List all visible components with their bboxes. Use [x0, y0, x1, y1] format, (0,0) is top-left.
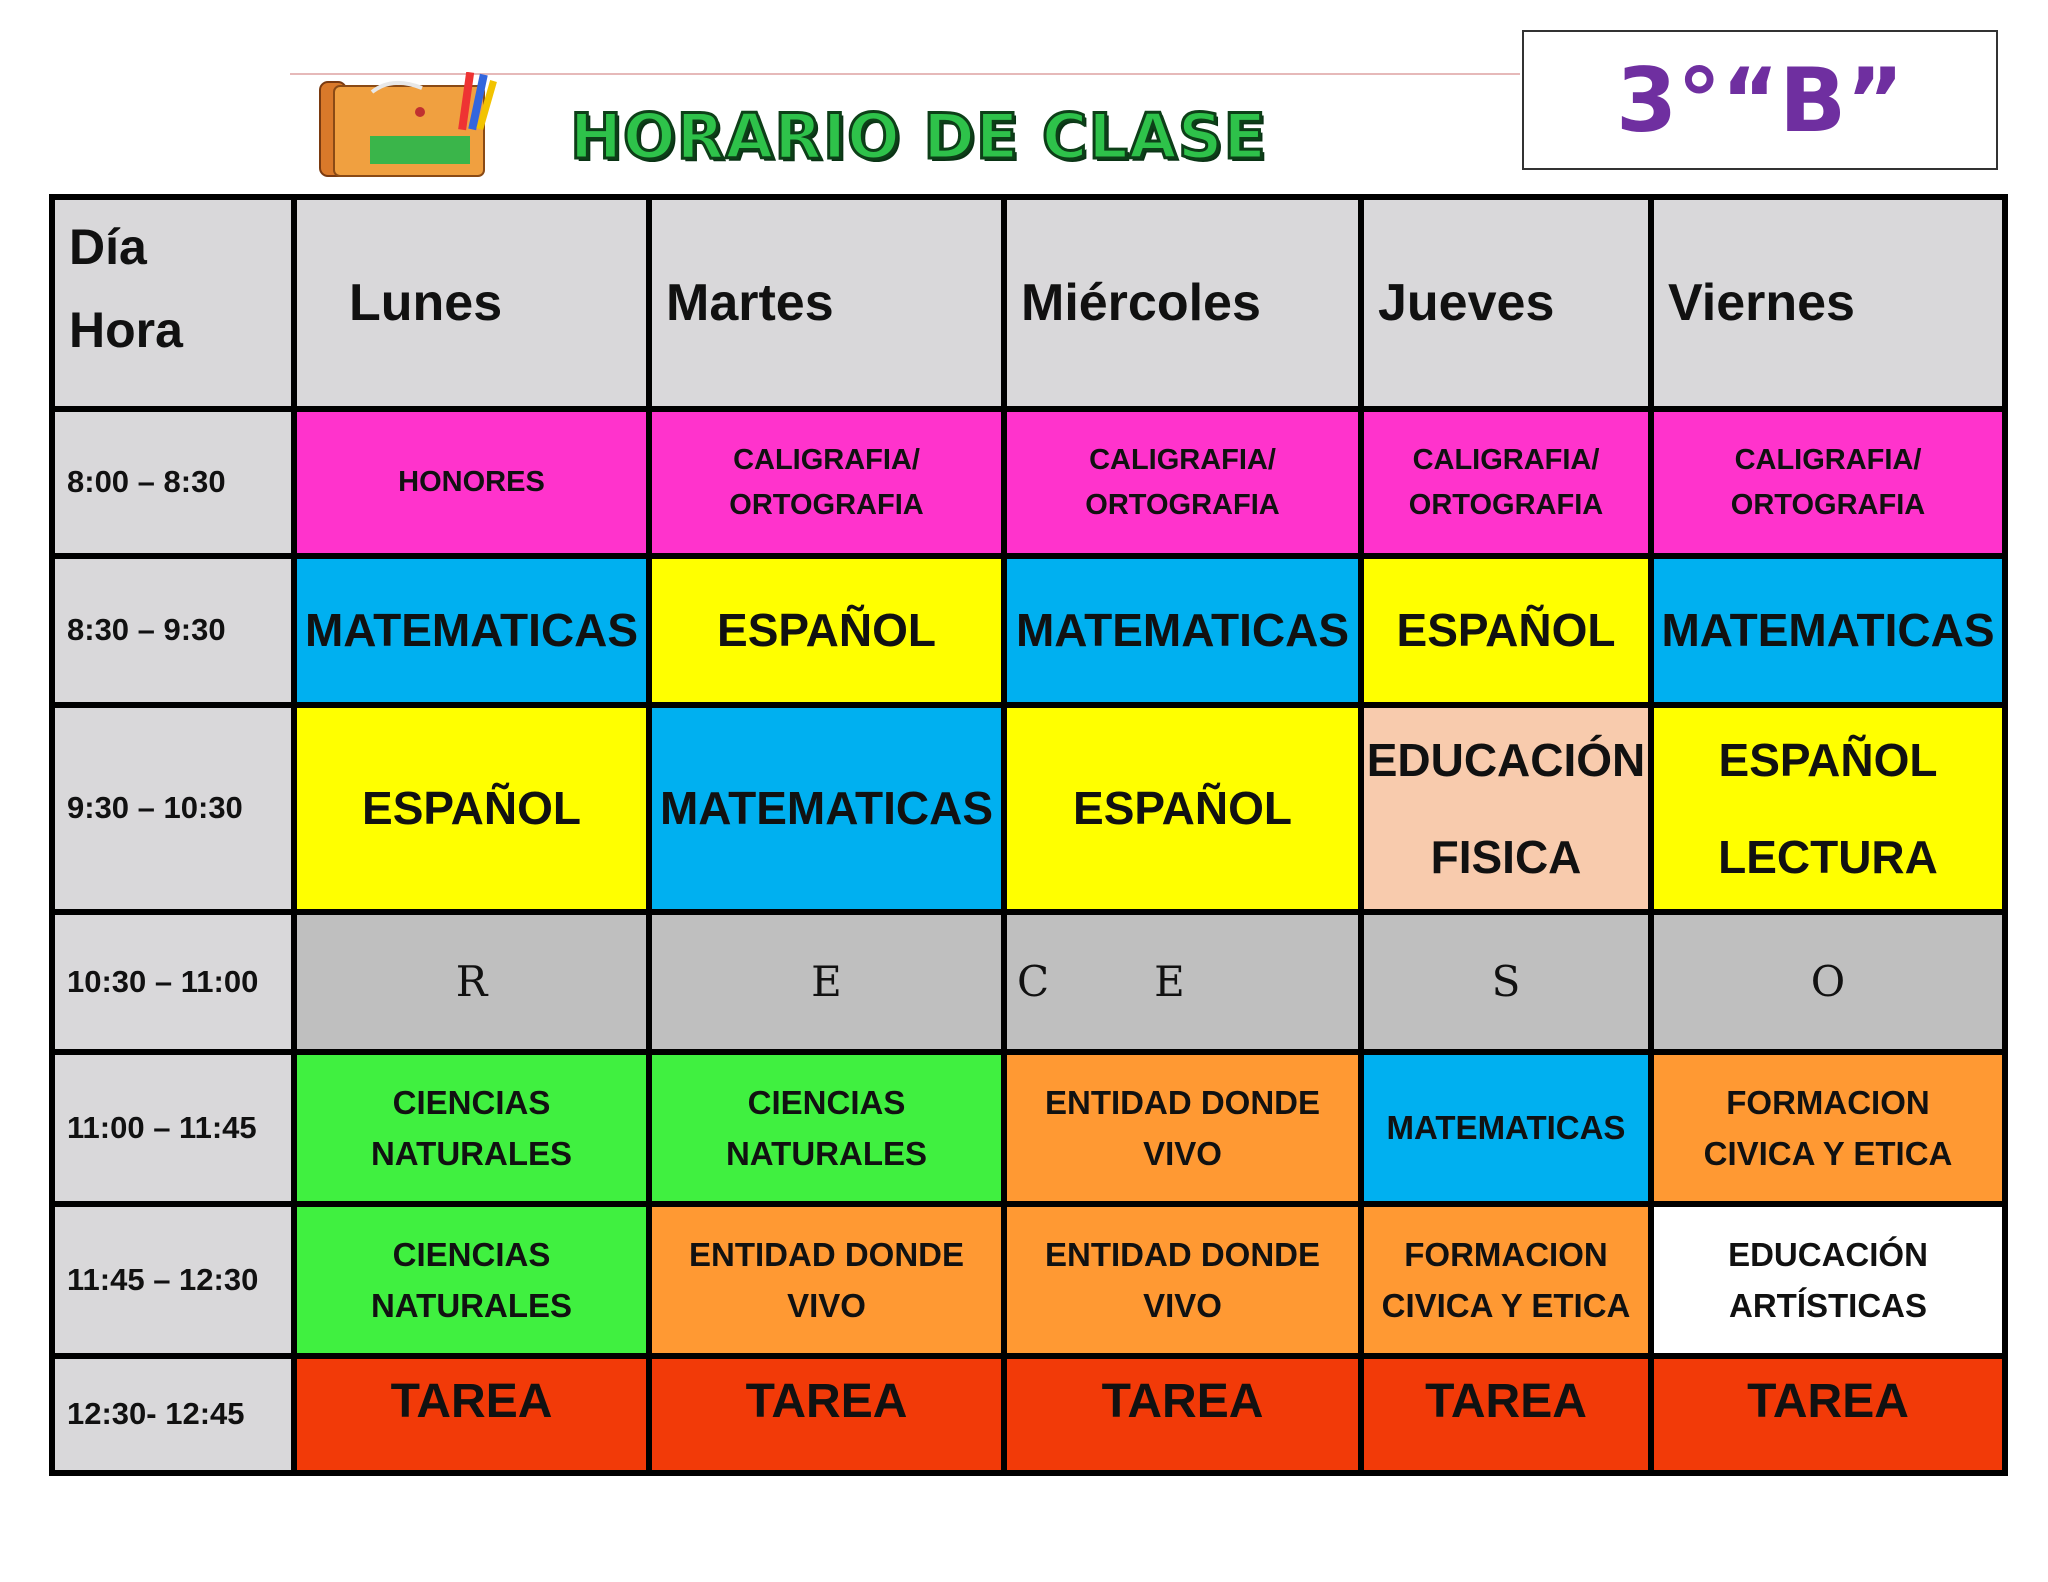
class-cell: TAREA — [1004, 1356, 1361, 1473]
class-cell — [649, 409, 1004, 556]
table-row — [52, 1052, 2005, 1204]
class-cell — [1651, 1204, 2005, 1356]
class-cell — [1361, 409, 1651, 556]
class-line: VIVO — [787, 1287, 866, 1324]
class-cell — [1004, 409, 1361, 556]
class-line: VIVO — [1143, 1135, 1222, 1172]
class-cell — [1361, 705, 1651, 912]
class-cell — [1004, 705, 1361, 912]
class-line: MATEMATICAS — [1661, 603, 1995, 656]
class-cell: TAREA — [1651, 1356, 2005, 1473]
class-line: MATEMATICAS — [304, 603, 639, 656]
class-cell — [1651, 556, 2005, 705]
class-cell — [1004, 556, 1361, 705]
recess-cell: S — [1361, 912, 1651, 1052]
day-header-jueves: Jueves — [1361, 197, 1651, 409]
table-row — [52, 409, 2005, 556]
table-row — [52, 1204, 2005, 1356]
class-line: ORTOGRAFIA — [1408, 488, 1604, 521]
class-cell — [294, 1052, 649, 1204]
table-row — [52, 556, 2005, 705]
class-cell — [294, 705, 649, 912]
time-cell: 11:45 – 12:30 — [52, 1204, 294, 1356]
day-header-viernes: Viernes — [1651, 197, 2005, 409]
class-line: CIVICA Y ETICA — [1381, 1287, 1631, 1324]
class-line: LECTURA — [1718, 830, 1938, 883]
class-line: FISICA — [1430, 830, 1582, 883]
class-line: CALIGRAFIA/ — [733, 443, 920, 476]
class-cell: TAREA — [294, 1356, 649, 1473]
class-line: NATURALES — [370, 1287, 573, 1324]
header-row — [52, 197, 2005, 409]
class-cell — [294, 409, 649, 556]
class-line: CALIGRAFIA/ — [1412, 443, 1600, 476]
class-line: EDUCACIÓN — [1728, 1235, 1928, 1273]
hora-label: Hora — [69, 301, 183, 358]
class-line: CALIGRAFIA/ — [1089, 443, 1276, 476]
class-line: ENTIDAD DONDE — [688, 1235, 964, 1273]
class-line: ORTOGRAFIA — [1085, 488, 1280, 521]
class-line: CIENCIAS — [392, 1083, 551, 1121]
class-line: ESPAÑOL — [1073, 781, 1292, 834]
class-cell — [1361, 1204, 1651, 1356]
class-cell — [1651, 409, 2005, 556]
table-row — [52, 1356, 2005, 1473]
day-header-miercoles: Miércoles — [1004, 197, 1361, 409]
class-line: FORMACION — [1404, 1235, 1608, 1273]
day-header-lunes: Lunes — [294, 197, 649, 409]
class-line: ESPAÑOL — [717, 603, 936, 656]
class-cell — [294, 556, 649, 705]
class-line: HONORES — [398, 466, 545, 499]
class-line: ESPAÑOL — [1396, 603, 1616, 656]
class-line: ORTOGRAFIA — [1730, 488, 1926, 521]
class-line: ESPAÑOL — [362, 781, 581, 834]
book-with-pencils-icon — [312, 72, 512, 180]
class-line: CIENCIAS — [392, 1235, 551, 1273]
recess-cell: E — [649, 912, 1004, 1052]
class-cell — [649, 556, 1004, 705]
class-line: ARTÍSTICAS — [1729, 1287, 1927, 1324]
class-line: ORTOGRAFIA — [729, 488, 924, 521]
class-cell — [1004, 1052, 1361, 1204]
class-line: CIVICA Y ETICA — [1703, 1135, 1953, 1172]
class-line: MATEMATICAS — [1015, 603, 1350, 656]
table-row — [52, 912, 2005, 1052]
recess-letter: C — [1017, 957, 1050, 1007]
page-title: HORARIO DE CLASE — [570, 99, 1267, 173]
class-line: NATURALES — [370, 1135, 573, 1172]
dia-label: Día — [69, 219, 147, 275]
class-line: ENTIDAD DONDE — [1044, 1083, 1320, 1121]
time-cell: 11:00 – 11:45 — [52, 1052, 294, 1204]
class-cell — [1004, 1204, 1361, 1356]
group-label: 3°“B” — [1522, 30, 1998, 170]
class-cell — [649, 1052, 1004, 1204]
class-line: MATEMATICAS — [1386, 1109, 1626, 1147]
class-cell — [649, 1204, 1004, 1356]
class-line: ENTIDAD DONDE — [1044, 1235, 1320, 1273]
class-cell — [1651, 1052, 2005, 1204]
class-cell: TAREA — [649, 1356, 1004, 1473]
class-cell — [1651, 705, 2005, 912]
class-line: VIVO — [1143, 1287, 1222, 1324]
class-cell: TAREA — [1361, 1356, 1651, 1473]
class-line: ESPAÑOL — [1718, 733, 1938, 786]
class-line: CIENCIAS — [747, 1083, 906, 1121]
corner-header — [52, 197, 294, 409]
schedule-table — [49, 194, 2008, 1476]
time-cell: 8:00 – 8:30 — [52, 409, 294, 556]
time-cell: 10:30 – 11:00 — [52, 912, 294, 1052]
class-line: FORMACION — [1726, 1083, 1930, 1121]
recess-letter: E — [1154, 957, 1185, 1007]
class-cell — [649, 705, 1004, 912]
class-line: MATEMATICAS — [659, 781, 994, 834]
class-line: CALIGRAFIA/ — [1734, 443, 1922, 476]
class-line: NATURALES — [725, 1135, 928, 1172]
recess-cell: O — [1651, 912, 2005, 1052]
table-row — [52, 705, 2005, 912]
recess-cell — [1004, 912, 1361, 1052]
recess-cell: R — [294, 912, 649, 1052]
day-header-martes: Martes — [649, 197, 1004, 409]
time-cell: 9:30 – 10:30 — [52, 705, 294, 912]
class-cell — [1361, 1052, 1651, 1204]
class-line: EDUCACIÓN — [1366, 733, 1646, 786]
class-cell — [294, 1204, 649, 1356]
time-cell: 12:30- 12:45 — [52, 1356, 294, 1473]
class-cell — [1361, 556, 1651, 705]
time-cell: 8:30 – 9:30 — [52, 556, 294, 705]
